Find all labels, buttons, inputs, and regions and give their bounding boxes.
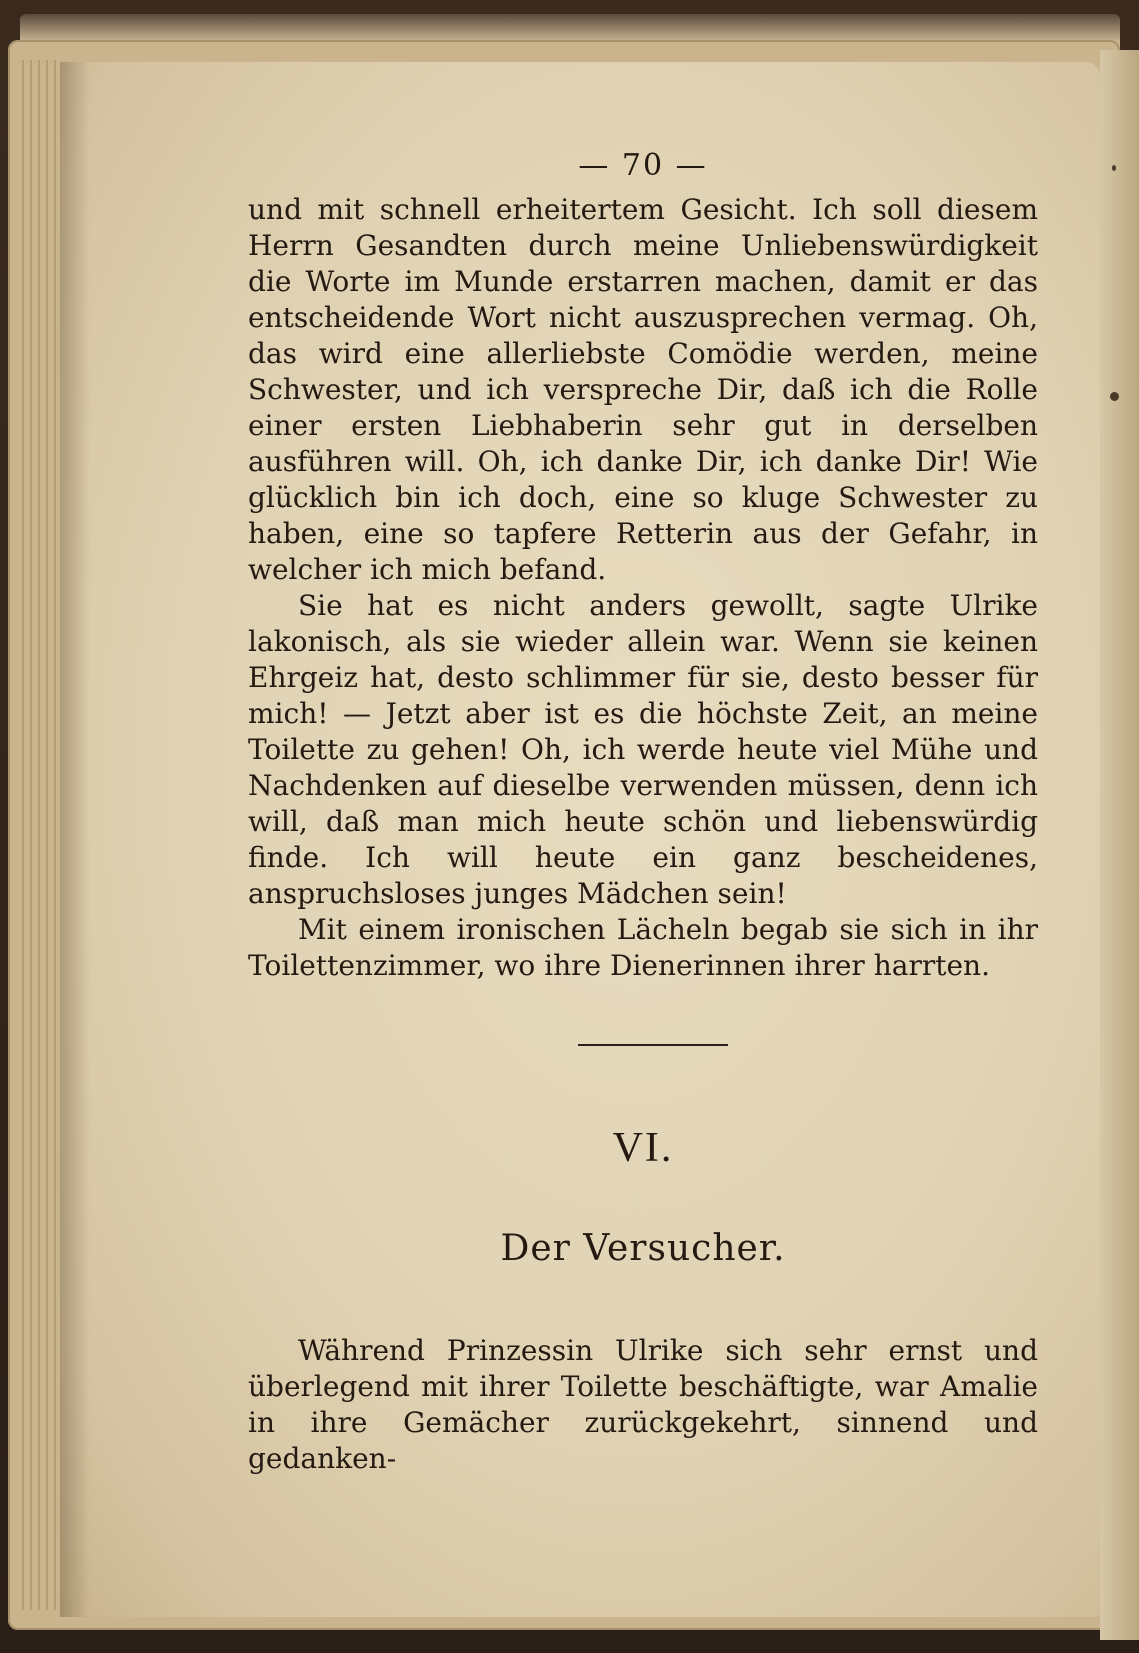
page-number: — 70 — xyxy=(578,148,708,183)
chapter-number: VI. xyxy=(612,1125,674,1171)
right-page-edge xyxy=(1100,50,1139,1640)
chapter-title: Der Versucher. xyxy=(500,1228,786,1269)
section-divider xyxy=(578,1044,728,1046)
page-content xyxy=(248,140,1038,1477)
paper-spot xyxy=(1112,165,1116,171)
gutter-shadow xyxy=(60,62,90,1617)
chapter-paragraph: Während Prinzessin Ulrike sich sehr ernst und überlegend mit ihrer Toilette beschäftigte, war Amalie in ihre Gemächer zurückgekehrt, sinnend und gedanken- xyxy=(248,1334,1038,1475)
paragraph-1: und mit schnell erheitertem Gesicht. Ich soll diesem Herrn Gesandten durch meine Unliebenswürdigkeit die Worte im Munde erstarren machen, damit er das entscheidende Wort nicht auszusprechen vermag. Oh, das wird eine allerliebste Comödie werden, meine Schwester, und ich verspreche Dir, daß ich die Rolle einer ersten Liebhaberin sehr gut in derselben ausführen will. Oh, ich danke Dir, ich danke Dir! Wie glücklich bin ich doch, eine so kluge Schwester zu haben, eine so tapfere Retterin aus der Gefahr, in welcher ich mich befand. xyxy=(248,193,1038,586)
paragraph-2: Sie hat es nicht anders gewollt, sagte Ulrike lakonisch, als sie wieder allein war. Wenn sie keinen Ehrgeiz hat, desto schlimmer für sie, desto besser für mich! — Jetzt aber ist es die höchste Zeit, an meine Toilette zu gehen! Oh, ich werde heute viel Mühe und Nachdenken auf dieselbe verwenden müssen, denn ich will, daß man mich heute schön und liebenswürdig finde. Ich will heute ein ganz bescheidenes, anspruchsloses junges Mädchen sein! xyxy=(248,589,1038,910)
paragraph-3: Mit einem ironischen Lächeln begab sie sich in ihr Toilettenzimmer, wo ihre Dienerinnen ihrer harrten. xyxy=(248,913,1038,982)
paper-spot xyxy=(1110,392,1119,401)
